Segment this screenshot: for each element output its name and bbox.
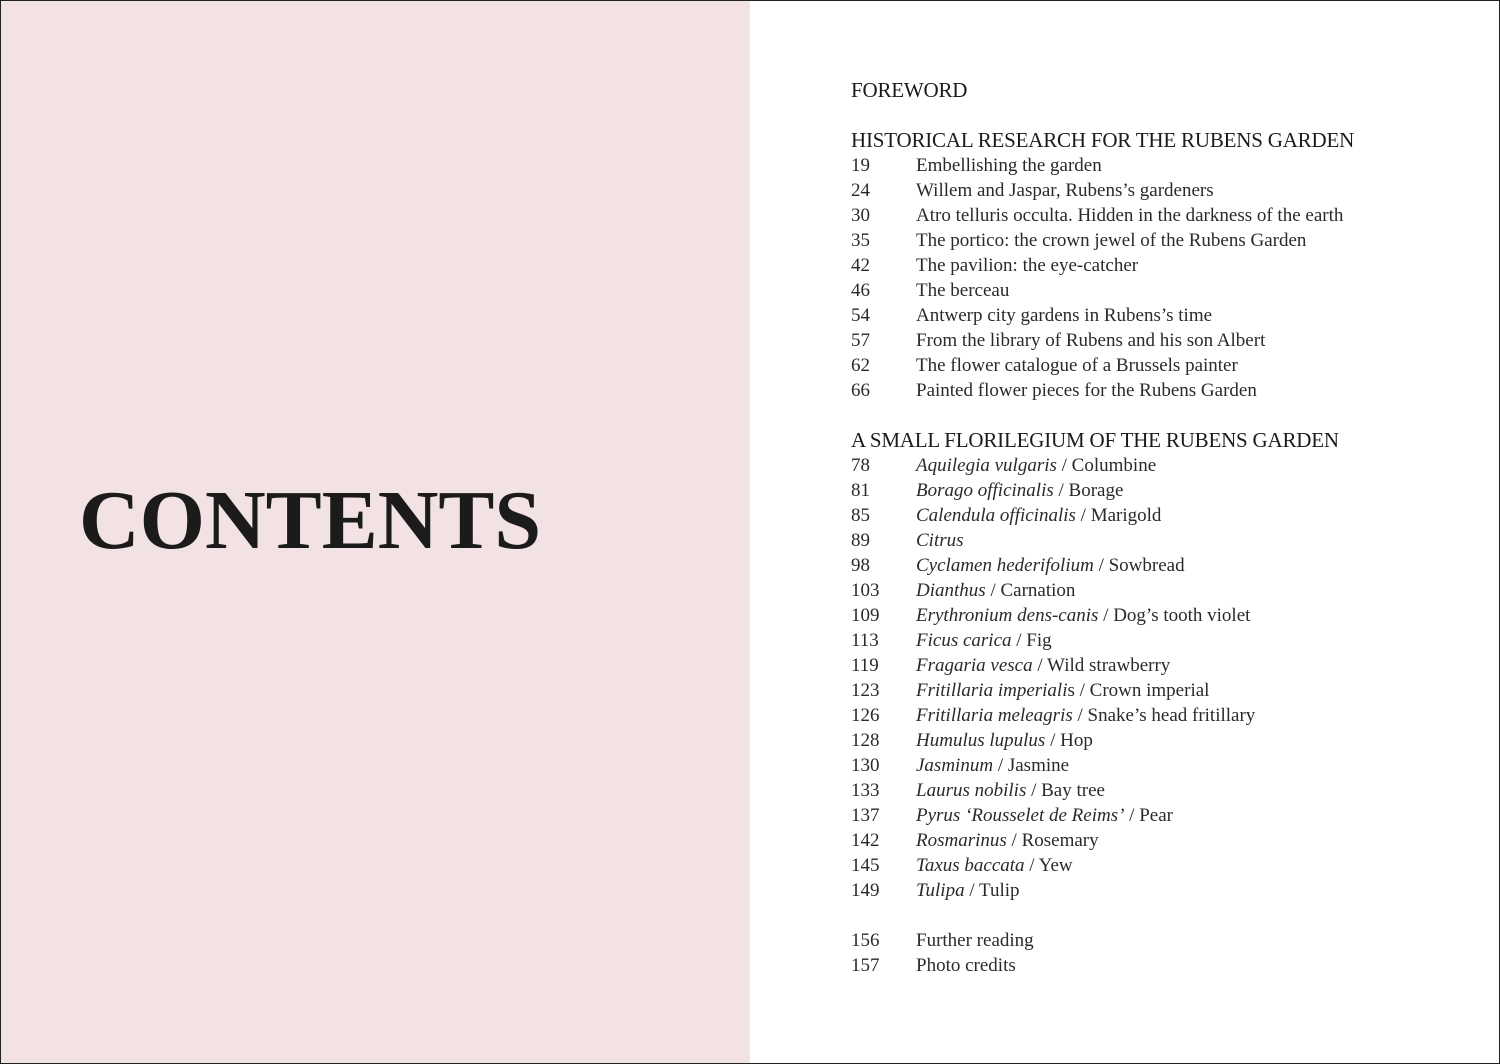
section-florilegium-entries [851,453,1451,903]
entry-title: Atro telluris occulta. Hidden in the darkness of the earth [916,205,1344,226]
toc-entry [851,303,1451,328]
page-number: 156 [851,930,880,951]
latin-name: Borago officinalis [916,480,1054,501]
page-number: 157 [851,955,880,976]
page-number: 42 [851,255,870,276]
toc-entry [851,753,1451,778]
latin-name: Jasminum [916,755,994,776]
entry-title [916,453,1451,478]
page-number: 126 [851,705,880,726]
common-name: / Jasmine [993,755,1070,776]
common-name: / Dog’s tooth violet [1098,605,1251,626]
entry-title [916,728,1451,753]
entry-title: Further reading [916,930,1034,951]
entry-title: Willem and Jaspar, Rubens’s gardeners [916,180,1214,201]
page-number: 133 [851,780,880,801]
latin-name: Pyrus ‘Rousselet de Reims’ [916,805,1125,826]
entry-title [916,778,1451,803]
section-historical-research-entries [851,153,1451,403]
toc-entry [851,503,1451,528]
latin-name: Citrus [916,530,964,551]
toc-entry [851,678,1451,703]
entry-title: Photo credits [916,955,1016,976]
toc-entry [851,728,1451,753]
common-name: / Marigold [1075,505,1162,526]
page-number: 85 [851,505,870,526]
entry-title [916,753,1451,778]
entry-title: The flower catalogue of a Brussels painter [916,355,1238,376]
entry-title [916,678,1451,703]
page-number: 149 [851,880,880,901]
entry-title [916,503,1451,528]
latin-name: Erythronium dens-canis [916,605,1099,626]
page-number: 57 [851,330,870,351]
latin-name: Tulipa [916,880,965,901]
page-number: 145 [851,855,880,876]
latin-name: Humulus lupulus [916,730,1046,751]
toc-entry [851,878,1451,903]
page-number: 19 [851,155,870,176]
common-name: / Tulip [964,880,1020,901]
page-number: 46 [851,280,870,301]
page-number: 78 [851,455,870,476]
toc-entry [851,578,1451,603]
toc-entry [851,253,1451,278]
toc-entry [851,203,1451,228]
page-number: 142 [851,830,880,851]
toc-entry [851,278,1451,303]
common-name: / Pear [1124,805,1173,826]
toc-entry [851,853,1451,878]
common-name: / Yew [1024,855,1073,876]
toc-entry [851,453,1451,478]
page-number: 35 [851,230,870,251]
entry-title: From the library of Rubens and his son Albert [916,330,1266,351]
toc-entry [851,928,1451,953]
entry-title [916,603,1451,628]
latin-name: Calendula officinalis [916,505,1076,526]
entry-title [916,878,1451,903]
back-matter-entries [851,928,1451,978]
entry-title [916,628,1451,653]
toc-entry [851,153,1451,178]
entry-title: Painted flower pieces for the Rubens Garden [916,380,1257,401]
page-number: 103 [851,580,880,601]
page-number: 128 [851,730,880,751]
toc-entry [851,328,1451,353]
section-heading-historical-research: HISTORICAL RESEARCH FOR THE RUBENS GARDEN [851,128,1355,152]
latin-name: Cyclamen hederifolium [916,555,1094,576]
entry-title: The pavilion: the eye-catcher [916,255,1139,276]
entry-title [916,553,1451,578]
latin-name: Rosmarinus [916,830,1007,851]
page-number: 54 [851,305,870,326]
common-name: / Hop [1045,730,1093,751]
common-name: / Fig [1011,630,1052,651]
common-name: s / Crown imperial [1067,680,1210,701]
latin-name: Ficus carica [916,630,1012,651]
toc-entry [851,603,1451,628]
toc-entry [851,353,1451,378]
page-number: 119 [851,655,879,676]
toc-entry [851,628,1451,653]
entry-title [916,478,1451,503]
entry-title [916,853,1451,878]
page-number: 130 [851,755,880,776]
toc-entry [851,953,1451,978]
latin-name: Laurus nobilis [916,780,1027,801]
page-number: 62 [851,355,870,376]
toc-entry [851,703,1451,728]
toc-entry [851,528,1451,553]
toc-entry [851,378,1451,403]
page-number: 30 [851,205,870,226]
entry-title [916,703,1451,728]
toc-entry [851,653,1451,678]
entry-title [916,803,1451,828]
foreword-heading: FOREWORD [851,78,968,102]
common-name: / Borage [1053,480,1124,501]
common-name: / Snake’s head fritillary [1072,705,1256,726]
latin-name: Taxus baccata [916,855,1025,876]
toc-entry [851,478,1451,503]
common-name: / Rosemary [1006,830,1099,851]
toc-entry [851,553,1451,578]
page-number: 137 [851,805,880,826]
latin-name: Aquilegia vulgaris [916,455,1057,476]
table-of-contents [851,78,1451,978]
page-number: 66 [851,380,870,401]
common-name: / Sowbread [1093,555,1185,576]
page-number: 81 [851,480,870,501]
page-number: 113 [851,630,879,651]
toc-entry [851,228,1451,253]
entry-title [916,528,1451,553]
spacer [851,403,1451,428]
common-name: / Columbine [1056,455,1157,476]
entry-title [916,578,1451,603]
page-number: 24 [851,180,870,201]
section-heading-florilegium: A SMALL FLORILEGIUM OF THE RUBENS GARDEN [851,428,1339,452]
contents-title: CONTENTS [79,474,542,567]
entry-title [916,828,1451,853]
page-number: 109 [851,605,880,626]
latin-name: Fritillaria imperiali [916,680,1068,701]
page-number: 98 [851,555,870,576]
common-name: / Wild strawberry [1032,655,1171,676]
entry-title [916,653,1451,678]
toc-entry [851,803,1451,828]
entry-title: Embellishing the garden [916,155,1102,176]
left-page [1,1,750,1063]
toc-entry [851,178,1451,203]
latin-name: Fragaria vesca [916,655,1033,676]
latin-name: Dianthus [916,580,986,601]
toc-entry [851,778,1451,803]
entry-title: The portico: the crown jewel of the Rubens Garden [916,230,1307,251]
spacer [851,903,1451,928]
toc-entry [851,828,1451,853]
common-name: / Carnation [985,580,1076,601]
page-number: 89 [851,530,870,551]
latin-name: Fritillaria meleagris [916,705,1073,726]
entry-title: The berceau [916,280,1010,301]
common-name: / Bay tree [1026,780,1105,801]
page-number: 123 [851,680,880,701]
entry-title: Antwerp city gardens in Rubens’s time [916,305,1213,326]
